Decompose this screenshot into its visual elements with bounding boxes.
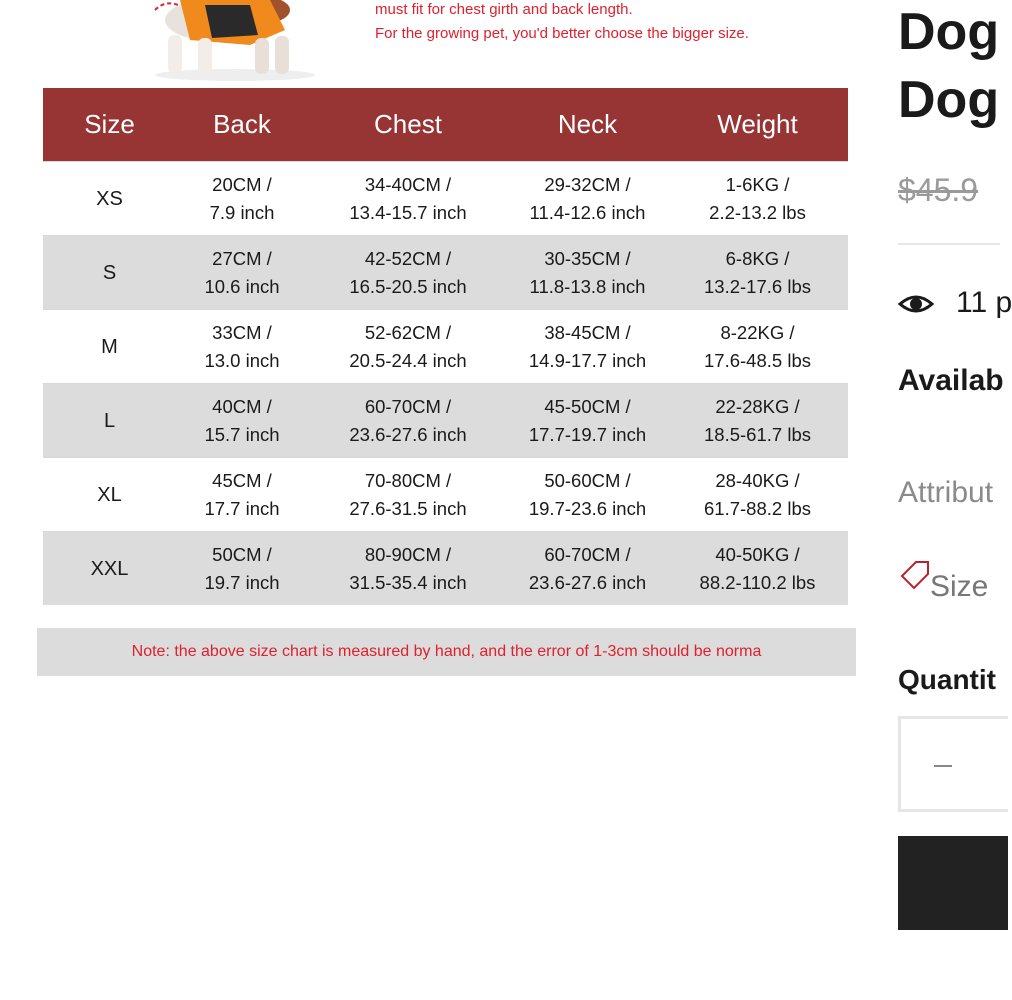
chest-cell: 60-70CM / 23.6-27.6 inch <box>308 384 508 458</box>
original-price: $45.9 <box>898 172 979 208</box>
size-cell: S <box>43 236 176 310</box>
weight-cell: 1-6KG / 2.2-13.2 lbs <box>667 162 848 236</box>
availability-label: Availab <box>898 364 1004 397</box>
size-chart-table <box>43 88 848 605</box>
header-back: Back <box>176 88 308 162</box>
header-weight: Weight <box>667 88 848 162</box>
product-info-panel <box>898 0 1012 1000</box>
chest-cell: 80-90CM / 31.5-35.4 inch <box>308 532 508 606</box>
back-cell: 20CM / 7.9 inch <box>176 162 308 236</box>
table-row <box>43 162 848 236</box>
back-cell: 33CM / 13.0 inch <box>176 310 308 384</box>
neck-cell: 45-50CM / 17.7-19.7 inch <box>508 384 667 458</box>
size-cell: XXL <box>43 532 176 606</box>
size-cell: XS <box>43 162 176 236</box>
weight-cell: 22-28KG / 18.5-61.7 lbs <box>667 384 848 458</box>
size-chart-header-row <box>43 88 848 162</box>
chest-cell: 52-62CM / 20.5-24.4 inch <box>308 310 508 384</box>
eye-icon <box>898 290 934 318</box>
add-to-cart-button[interactable] <box>898 836 1008 930</box>
size-option-label[interactable]: Size <box>930 570 989 603</box>
chest-cell: 34-40CM / 13.4-15.7 inch <box>308 162 508 236</box>
table-row <box>43 384 848 458</box>
header-size: Size <box>43 88 176 162</box>
back-cell: 40CM / 15.7 inch <box>176 384 308 458</box>
dog-photo <box>150 0 320 80</box>
header-chest: Chest <box>308 88 508 162</box>
chest-cell: 70-80CM / 27.6-31.5 inch <box>308 458 508 532</box>
neck-cell: 38-45CM / 14.9-17.7 inch <box>508 310 667 384</box>
size-cell: M <box>43 310 176 384</box>
quantity-stepper[interactable] <box>898 716 1008 812</box>
table-row <box>43 236 848 310</box>
weight-cell: 40-50KG / 88.2-110.2 lbs <box>667 532 848 606</box>
neck-cell: 30-35CM / 11.8-13.8 inch <box>508 236 667 310</box>
size-cell: XL <box>43 458 176 532</box>
divider <box>898 243 1000 245</box>
table-row <box>43 310 848 384</box>
tag-icon <box>898 558 932 592</box>
back-cell: 45CM / 17.7 inch <box>176 458 308 532</box>
quantity-label: Quantit <box>898 664 996 695</box>
weight-cell: 28-40KG / 61.7-88.2 lbs <box>667 458 848 532</box>
weight-cell: 6-8KG / 13.2-17.6 lbs <box>667 236 848 310</box>
back-cell: 50CM / 19.7 inch <box>176 532 308 606</box>
weight-cell: 8-22KG / 17.6-48.5 lbs <box>667 310 848 384</box>
viewers-count: 11 p <box>956 286 1012 319</box>
size-chart-note: Note: the above size chart is measured by hand, and the error of 1-3cm should be norma <box>37 628 856 676</box>
table-row <box>43 458 848 532</box>
attribute-label: Attribut <box>898 476 994 509</box>
size-advice-line-1: must fit for chest girth and back length. <box>375 1 633 18</box>
minus-icon[interactable] <box>934 765 952 767</box>
neck-cell: 29-32CM / 11.4-12.6 inch <box>508 162 667 236</box>
back-cell: 27CM / 10.6 inch <box>176 236 308 310</box>
neck-cell: 50-60CM / 19.7-23.6 inch <box>508 458 667 532</box>
header-neck: Neck <box>508 88 667 162</box>
table-row <box>43 532 848 606</box>
size-cell: L <box>43 384 176 458</box>
product-title-line-2: Dog <box>898 71 1000 129</box>
chest-cell: 42-52CM / 16.5-20.5 inch <box>308 236 508 310</box>
neck-cell: 60-70CM / 23.6-27.6 inch <box>508 532 667 606</box>
product-title-line-1: Dog <box>898 3 1000 61</box>
size-advice-line-2: For the growing pet, you'd better choose the bigger size. <box>375 25 749 42</box>
